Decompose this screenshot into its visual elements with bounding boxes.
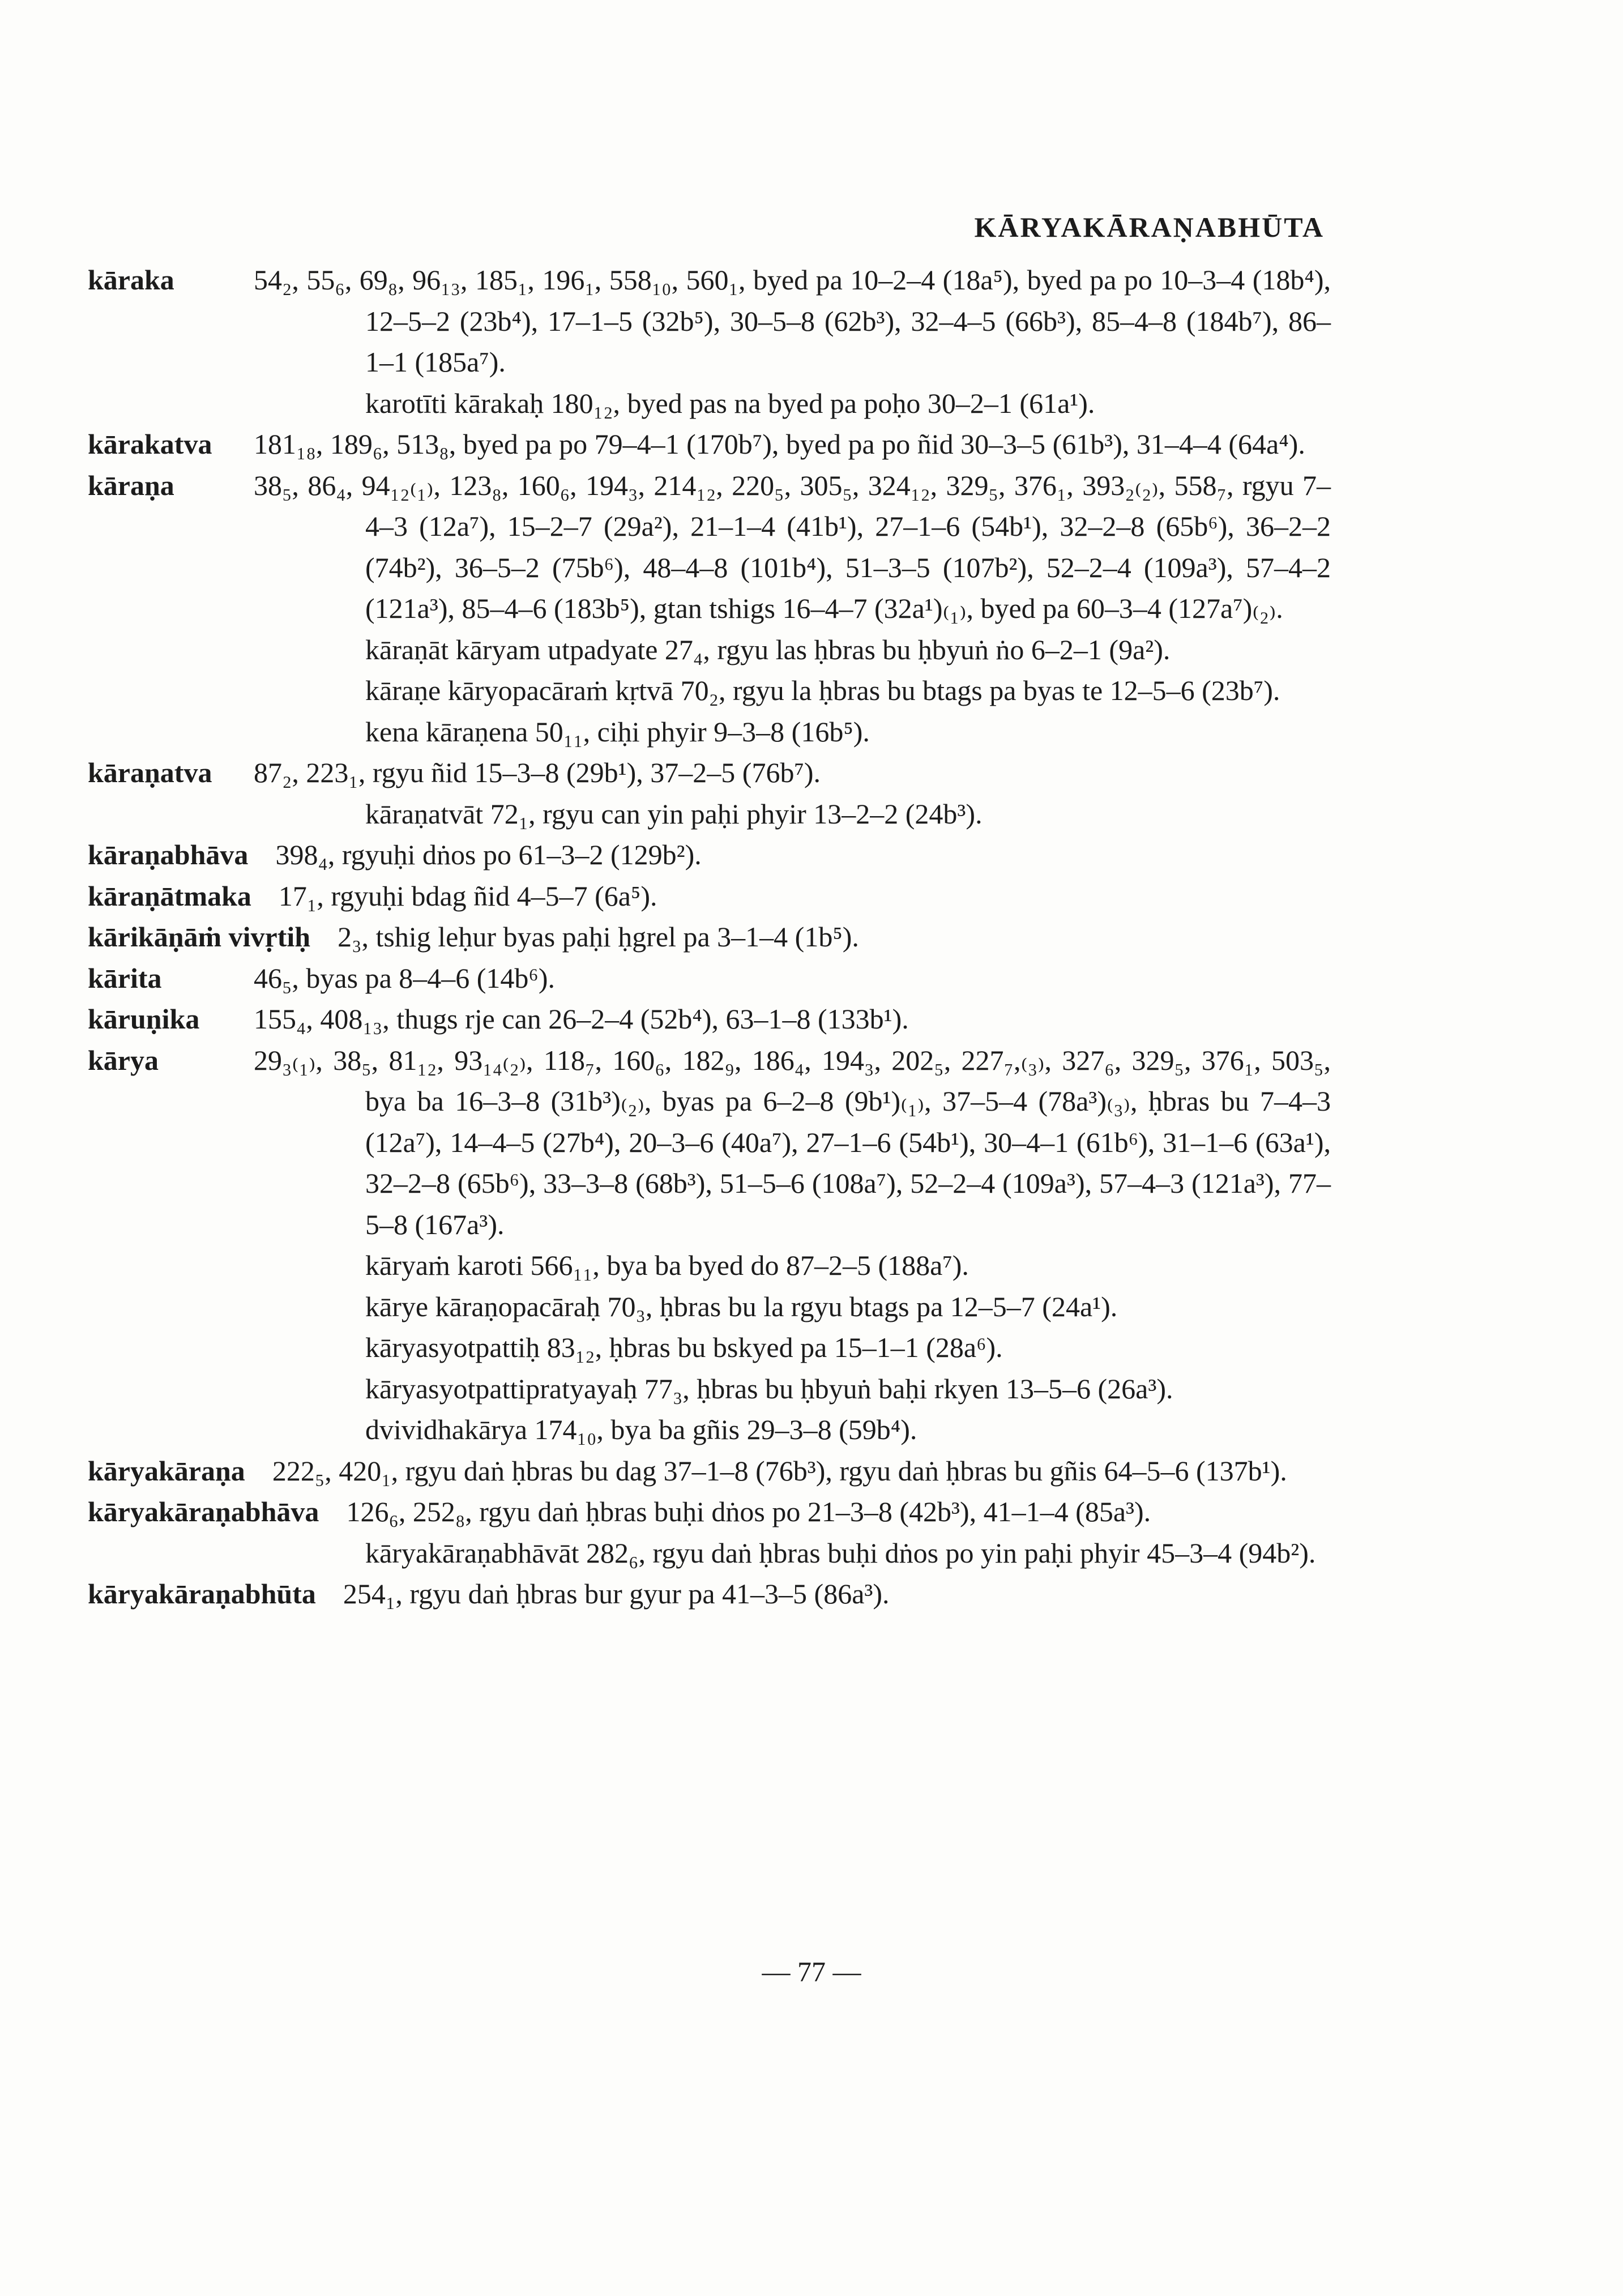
running-head: KĀRYAKĀRAṆABHŪTA xyxy=(974,211,1325,243)
dictionary-entry xyxy=(88,1450,1331,1492)
entry-references: 254₁, rgyu daṅ ḥbras bur gyur pa 41–3–5 (86a³). xyxy=(343,1578,890,1610)
sub-entry: kārye kāraṇopacāraḥ 70₃, ḥbras bu la rgyu btags pa 12–5–7 (24a¹). xyxy=(365,1290,1118,1322)
headword: kāraṇabhāva xyxy=(88,839,249,870)
dictionary-entry xyxy=(88,834,1331,876)
sub-entry: kāraṇāt kāryam utpadyate 27₄, rgyu las ḥbras bu ḥbyuṅ ṅo 6–2–1 (9a²). xyxy=(365,633,1171,665)
entry-references: 2₃, tshig leḥur byas paḥi ḥgrel pa 3–1–4 (1b⁵). xyxy=(338,921,859,953)
dictionary-entry xyxy=(88,424,1331,465)
sub-entry: kāraṇatvāt 72₁, rgyu can yin paḥi phyir 13–2–2 (24b³). xyxy=(365,797,983,830)
entry-main-line: kārakatva 181₁₈, 189₆, 513₈, byed pa po 79–4–1 (170b⁷), byed pa po ñid 30–3–5 (61b³), 31–4–4 (64a⁴). xyxy=(88,428,1305,460)
entry-references: 87₂, 223₁, rgyu ñid 15–3–8 (29b¹), 37–2–5 (76b⁷). xyxy=(254,757,821,788)
dictionary-entry xyxy=(88,916,1331,958)
entry-main-line xyxy=(88,1450,1331,1492)
entry-references: 54₂, 55₆, 69₈, 96₁₃, 185₁, 196₁, 558₁₀, 560₁, byed pa 10–2–4 (18a⁵), byed pa po 10–3–4 (18b⁴), 12–5–2 (23b⁴), 17–1–5 (32b⁵), 30–5–8 (62b³), 32–4–5 (66b³), 85–4–8 (184b⁷), 86–1–1 (185a⁷). xyxy=(254,264,1331,378)
entry-references: 126₆, 252₈, rgyu daṅ ḥbras buḥi dṅos po 21–3–8 (42b³), 41–1–4 (85a³). xyxy=(346,1496,1151,1527)
dictionary-entry xyxy=(88,876,1331,917)
entry-references: 17₁, rgyuḥi bdag ñid 4–5–7 (6a⁵). xyxy=(278,880,657,912)
entry-main-line: kāraṇa 38₅, 86₄, 94₁₂₍₁₎, 123₈, 160₆, 194₃, 214₁₂, 220₅, 305₅, 324₁₂, 329₅, 376₁, 393₂₍₂₎, 558₇, rgyu 7–4–3 (12a⁷), 15–2–7 (29a²), 21–1–4 (41b¹), 27–1–6 (54b¹), 32–2–8 (65b⁶), 36–2–2 (74b²), 36–5–2 (75b⁶), 48–4–8 (101b⁴), 51–3–5 (107b²), 52–2–4 (109a³), 57–4–2 (121a³), 85–4–6 (183b⁵), gtan tshigs 16–4–7 (32a¹)₍₁₎, byed pa 60–3–4 (127a⁷)₍₂₎. xyxy=(88,469,1331,624)
dictionary-entry xyxy=(88,752,1331,834)
entry-references: 29₃₍₁₎, 38₅, 81₁₂, 93₁₄₍₂₎, 118₇, 160₆, 182₉, 186₄, 194₃, 202₅, 227₇,₍₃₎, 327₆, 329₅, 376₁, 503₅, bya ba 16–3–8 (31b³)₍₂₎, byas pa 6–2–8 (9b¹)₍₁₎, 37–5–4 (78a³)₍₃₎, ḥbras bu 7–4–3 (12a⁷), 14–4–5 (27b⁴), 20–3–6 (40a⁷), 27–1–6 (54b¹), 30–4–1 (61b⁶), 31–1–6 (63a¹), 32–2–8 (65b⁶), 33–3–8 (68b³), 51–5–6 (108a⁷), 52–2–4 (109a³), 57–4–3 (121a³), 77–5–8 (167a³). xyxy=(254,1044,1331,1240)
sub-entry: kāraṇe kāryopacāraṁ kṛtvā 70₂, rgyu la ḥbras bu btags pa byas te 12–5–6 (23b⁷). xyxy=(365,675,1280,706)
page-number: — 77 — xyxy=(762,1956,861,1987)
entry-main-line: kāruṇika 155₄, 408₁₃, thugs rje can 26–2–4 (52b⁴), 63–1–8 (133b¹). xyxy=(88,1003,909,1035)
entry-references: 155₄, 408₁₃, thugs rje can 26–2–4 (52b⁴), 63–1–8 (133b¹). xyxy=(254,1003,909,1035)
entry-references: 38₅, 86₄, 94₁₂₍₁₎, 123₈, 160₆, 194₃, 214₁₂, 220₅, 305₅, 324₁₂, 329₅, 376₁, 393₂₍₂₎, 558₇, rgyu 7–4–3 (12a⁷), 15–2–7 (29a²), 21–1–4 (41b¹), 27–1–6 (54b¹), 32–2–8 (65b⁶), 36–2–2 (74b²), 36–5–2 (75b⁶), 48–4–8 (101b⁴), 51–3–5 (107b²), 52–2–4 (109a³), 57–4–2 (121a³), 85–4–6 (183b⁵), gtan tshigs 16–4–7 (32a¹)₍₁₎, byed pa 60–3–4 (127a⁷)₍₂₎. xyxy=(254,469,1331,624)
headword: kāraṇātmaka xyxy=(88,880,251,912)
entry-main-line xyxy=(88,916,1331,958)
entry-references: 181₁₈, 189₆, 513₈, byed pa po 79–4–1 (170b⁷), byed pa po ñid 30–3–5 (61b³), 31–4–4 (64a⁴). xyxy=(254,428,1305,460)
headword: kāryakāraṇabhūta xyxy=(88,1578,316,1610)
sub-entry: kena kāraṇena 50₁₁, ciḥi phyir 9–3–8 (16b⁵). xyxy=(365,715,870,748)
entry-main-line: kārya 29₃₍₁₎, 38₅, 81₁₂, 93₁₄₍₂₎, 118₇, 160₆, 182₉, 186₄, 194₃, 202₅, 227₇,₍₃₎, 327₆, 329₅, 376₁, 503₅, bya ba 16–3–8 (31b³)₍₂₎, byas pa 6–2–8 (9b¹)₍₁₎, 37–5–4 (78a³)₍₃₎, ḥbras bu 7–4–3 (12a⁷), 14–4–5 (27b⁴), 20–3–6 (40a⁷), 27–1–6 (54b¹), 30–4–1 (61b⁶), 31–1–6 (63a¹), 32–2–8 (65b⁶), 33–3–8 (68b³), 51–5–6 (108a⁷), 52–2–4 (109a³), 57–4–3 (121a³), 77–5–8 (167a³). xyxy=(88,1044,1331,1240)
dictionary-entry xyxy=(88,958,1331,999)
entry-main-line: kāraṇatva 87₂, 223₁, rgyu ñid 15–3–8 (29b¹), 37–2–5 (76b⁷). xyxy=(88,757,821,788)
dictionary-entry xyxy=(88,465,1331,753)
headword: kāryakāraṇa xyxy=(88,1454,245,1487)
sub-entry: karotīti kārakaḥ 180₁₂, byed pas na byed pa poḥo 30–2–1 (61a¹). xyxy=(365,387,1095,419)
headword: kāryakāraṇabhāva xyxy=(88,1496,319,1527)
entry-list xyxy=(88,259,1331,1615)
sub-entry: kāryaṁ karoti 566₁₁, bya ba byed do 87–2–5 (188a⁷). xyxy=(365,1249,969,1281)
dictionary-entry xyxy=(88,1040,1331,1450)
entry-main-line xyxy=(88,876,1331,917)
dictionary-entry xyxy=(88,259,1331,424)
dictionary-entry xyxy=(88,1491,1331,1573)
entry-main-line xyxy=(88,1573,1331,1615)
entry-main-line xyxy=(88,1491,1331,1533)
dictionary-entry xyxy=(88,998,1331,1040)
sub-entry: kāryakāraṇabhāvāt 282₆, rgyu daṅ ḥbras buḥi dṅos po yin paḥi phyir 45–3–4 (94b²). xyxy=(365,1537,1316,1569)
sub-entry: dvividhakārya 174₁₀, bya ba gñis 29–3–8 (59b⁴). xyxy=(365,1414,917,1445)
headword: kārikāṇāṁ vivṛtiḥ xyxy=(88,921,311,953)
dictionary-entry xyxy=(88,1573,1331,1615)
entry-references: 46₅, byas pa 8–4–6 (14b⁶). xyxy=(254,962,556,994)
sub-entry: kāryasyotpattipratyayaḥ 77₃, ḥbras bu ḥbyuṅ baḥi rkyen 13–5–6 (26a³). xyxy=(365,1372,1173,1405)
entry-references: 398₄, rgyuḥi dṅos po 61–3–2 (129b²). xyxy=(275,839,702,870)
entry-main-line: kāraka 54₂, 55₆, 69₈, 96₁₃, 185₁, 196₁, 558₁₀, 560₁, byed pa 10–2–4 (18a⁵), byed pa po 10–3–4 (18b⁴), 12–5–2 (23b⁴), 17–1–5 (32b⁵), 30–5–8 (62b³), 32–4–5 (66b³), 85–4–8 (184b⁷), 86–1–1 (185a⁷). xyxy=(88,264,1331,378)
entry-references: 222₅, 420₁, rgyu daṅ ḥbras bu dag 37–1–8 (76b³), rgyu daṅ ḥbras bu gñis 64–5–6 (137b¹). xyxy=(272,1454,1287,1487)
entry-main-line: kārita 46₅, byas pa 8–4–6 (14b⁶). xyxy=(88,962,556,994)
entry-main-line xyxy=(88,834,1331,876)
sub-entry: kāryasyotpattiḥ 83₁₂, ḥbras bu bskyed pa 15–1–1 (28a⁶). xyxy=(365,1331,1003,1363)
